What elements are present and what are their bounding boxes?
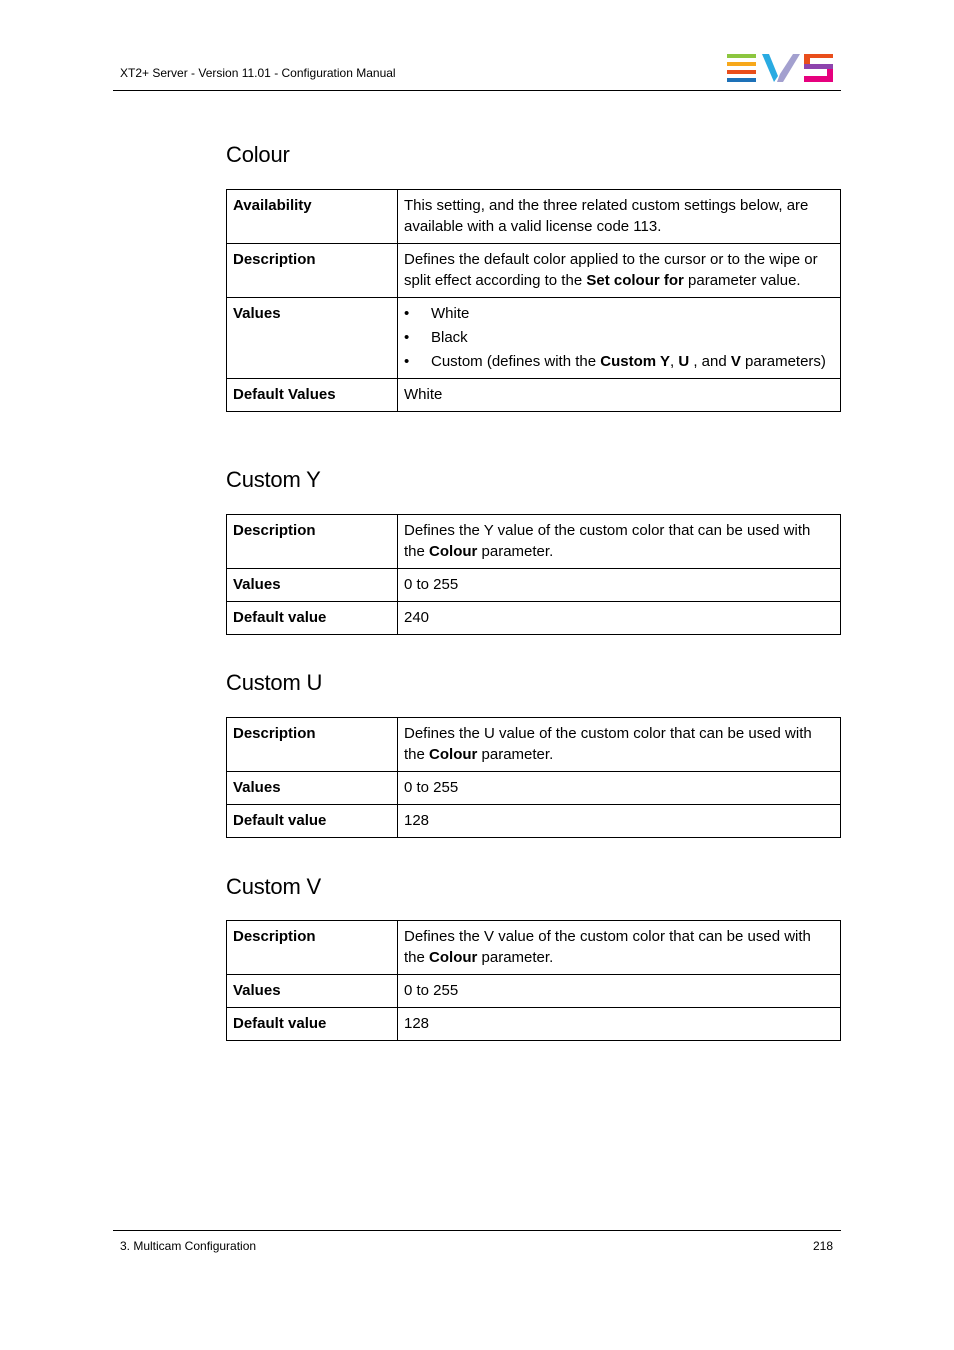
availability-value: This setting, and the three related custom settings below, are available with a valid license code 113. xyxy=(398,190,841,244)
table-row xyxy=(227,718,841,772)
page-header xyxy=(113,52,841,91)
custom-y-table xyxy=(226,514,841,635)
page-footer xyxy=(113,1230,841,1253)
table-row xyxy=(227,515,841,569)
description-value: Defines the V value of the custom color that can be used with the Colour parameter. xyxy=(398,921,841,975)
values-value: 0 to 255 xyxy=(398,772,841,805)
description-label: Description xyxy=(227,718,398,772)
table-row xyxy=(227,772,841,805)
description-value: Defines the U value of the custom color that can be used with the Colour parameter. xyxy=(398,718,841,772)
table-row xyxy=(227,602,841,635)
default-label: Default value xyxy=(227,602,398,635)
table-row xyxy=(227,379,841,412)
section-title-colour: Colour xyxy=(226,142,290,167)
table-row xyxy=(227,244,841,298)
values-list xyxy=(404,303,834,372)
description-label: Description xyxy=(227,921,398,975)
values-value: 0 to 255 xyxy=(398,569,841,602)
section-title-custom-u: Custom U xyxy=(226,670,323,695)
table-row xyxy=(227,1008,841,1041)
description-label: Description xyxy=(227,515,398,569)
list-item: • Black xyxy=(404,329,468,346)
table-row xyxy=(227,190,841,244)
table-row xyxy=(227,921,841,975)
availability-label: Availability xyxy=(227,190,398,244)
section-title-custom-v: Custom V xyxy=(226,874,321,899)
table-row xyxy=(227,805,841,838)
page-number: 218 xyxy=(812,1239,833,1253)
values-value xyxy=(398,298,841,379)
default-value: 128 xyxy=(398,805,841,838)
values-label: Values xyxy=(227,975,398,1008)
default-value: 128 xyxy=(398,1008,841,1041)
values-label: Values xyxy=(227,298,398,379)
table-row xyxy=(227,975,841,1008)
list-item: • Custom (defines with the Custom Y, U , and V parameters) xyxy=(404,353,826,370)
bullet-icon: • xyxy=(404,305,410,322)
custom-u-table xyxy=(226,717,841,838)
default-label: Default Values xyxy=(227,379,398,412)
values-label: Values xyxy=(227,772,398,805)
colour-table xyxy=(226,189,841,412)
footer-chapter: 3. Multicam Configuration xyxy=(120,1239,257,1253)
bullet-icon: • xyxy=(404,329,410,346)
description-value: Defines the default color applied to the cursor or to the wipe or split effect according to the Set colour for parameter value. xyxy=(398,244,841,298)
header-title: XT2+ Server - Version 11.01 - Configuration Manual xyxy=(120,66,396,80)
default-value: White xyxy=(398,379,841,412)
evs-logo xyxy=(727,54,833,82)
table-row xyxy=(227,298,841,379)
default-value: 240 xyxy=(398,602,841,635)
default-label: Default value xyxy=(227,1008,398,1041)
bullet-icon: • xyxy=(404,353,410,370)
default-label: Default value xyxy=(227,805,398,838)
values-value: 0 to 255 xyxy=(398,975,841,1008)
description-label: Description xyxy=(227,244,398,298)
custom-v-table xyxy=(226,920,841,1041)
section-title-custom-y: Custom Y xyxy=(226,467,321,492)
table-row xyxy=(227,569,841,602)
list-item: • White xyxy=(404,305,470,322)
description-value: Defines the Y value of the custom color that can be used with the Colour parameter. xyxy=(398,515,841,569)
values-label: Values xyxy=(227,569,398,602)
